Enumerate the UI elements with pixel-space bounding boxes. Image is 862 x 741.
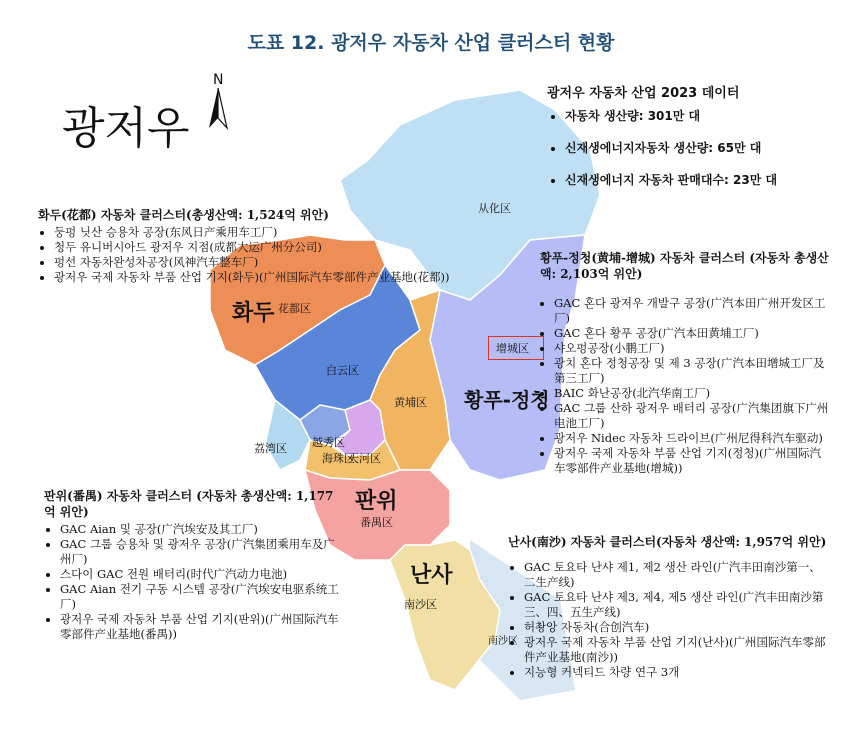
label-huangpu-cn: 黄埔区	[394, 396, 427, 409]
nansha-cluster-list	[508, 560, 830, 680]
list-item: • 샤오펑공장(小鹏工厂)	[554, 341, 832, 356]
list-item: • 펑선 자동차완성차공장(风神汽车整车厂)	[54, 255, 508, 270]
list-item: • 허촹앙 자동차(合创汽车)	[524, 620, 830, 635]
city-label: 광저우	[62, 103, 190, 154]
list-item: • GAC 토요타 난샤 제3, 제4, 제5 생산 라인(广汽丰田南沙第三、四、五生产线)	[524, 590, 830, 620]
list-item: • BAIC 화난공장(北汽华南工厂)	[554, 386, 832, 401]
list-item: • GAC 토요타 난샤 제1, 제2 생산 라인(广汽丰田南沙第一、二生产线)	[524, 560, 830, 590]
north-arrow-icon	[205, 88, 235, 132]
label-huangpu-qing: 황푸-정청	[464, 388, 550, 412]
nansha-cluster-heading: 난사(南沙) 자동차 클러스터(자동차 생산액: 1,957억 위안)	[508, 535, 827, 549]
panyu-cluster-heading: 판위(番禺) 자동차 클러스터 (자동차 총생산액: 1,177억 위안)	[44, 489, 334, 519]
list-item: • GAC 그룹 승용차 및 광저우 공장(广汽集团乘用车及广州厂)	[60, 537, 344, 567]
label-huadu-kr: 화두	[232, 301, 275, 326]
label-zengcheng: 增城区	[496, 342, 529, 355]
north-arrow	[205, 72, 235, 132]
stats-2023-heading: 광저우 자동차 산업 2023 데이터	[547, 86, 740, 101]
list-item: • GAC 혼다 광저우 개발구 공장(广汽本田广州开发区工厂)	[554, 296, 832, 326]
list-item: • 광저우 국제 자동차 부품 산업 기지(난사)(广州国际汽车零部件产业基地(南沙))	[524, 635, 830, 665]
list-item: • GAC 혼다 황푸 공장(广汽本田黄埔工厂)	[554, 326, 832, 341]
huangpu-cluster-heading: 황푸-정청(黄埔-增城) 자동차 클러스터 (자동차 총생산액: 2,103억 위안)	[540, 251, 829, 281]
list-item: • 광저우 국제 자동차 부품 산업 기지(화두)(广州国际汽车零部件产业基地(花都))	[54, 270, 508, 285]
label-huadu-cn: 花都区	[278, 302, 311, 315]
label-yuexiu: 越秀区	[312, 436, 345, 449]
stats-2023-panel	[547, 86, 837, 204]
list-item: • 지능형 커넥티드 차량 연구 3개	[524, 665, 830, 680]
huadu-cluster-heading: 화두(花都) 자동차 클러스터(총생산액: 1,524억 위안)	[38, 208, 329, 222]
huadu-cluster-list	[38, 225, 508, 285]
label-baiyun: 白云区	[326, 364, 359, 377]
page-title: 도표 12. 광저우 자동차 산업 클러스터 현황	[247, 32, 615, 54]
north-label: N	[213, 72, 224, 88]
stats-2023-list	[547, 108, 837, 189]
list-item: • 신재생에너지 자동차 판매대수: 23만 대	[565, 172, 837, 189]
list-item: • GAC Aian 및 공장(广汽埃安及其工厂)	[60, 522, 344, 537]
label-nansha-coast: 南沙区	[488, 636, 518, 647]
huangpu-cluster-panel	[540, 250, 832, 476]
label-panyu-kr: 판위	[355, 489, 398, 514]
list-item: • 광치 혼다 정청공장 및 제 3 공장(广汽本田增城工厂及第三工厂)	[554, 356, 832, 386]
panyu-cluster-list	[44, 522, 344, 642]
list-item: • 둥펑 닛산 승용차 공장(东风日产乘用车工厂)	[54, 225, 508, 240]
panyu-cluster-panel	[44, 488, 344, 642]
label-nansha-cn: 南沙区	[404, 598, 437, 611]
label-panyu-cn: 番禺区	[360, 516, 393, 529]
list-item: • GAC Aian 전기 구동 시스템 공장(广汽埃安电驱系统工厂)	[60, 582, 344, 612]
label-liwan: 荔湾区	[254, 442, 287, 455]
huadu-cluster-panel	[38, 207, 508, 285]
list-item: • 자동차 생산량: 301만 대	[565, 108, 837, 125]
list-item: • GAC 그룹 산하 광저우 배터리 공장(广汽集团旗下广州电池工厂)	[554, 401, 832, 431]
list-item: • 광저우 국제 자동차 부품 산업 기지(판위)(广州国际汽车零部件产业基地(番禺))	[60, 612, 344, 642]
nansha-cluster-panel	[508, 534, 830, 680]
label-tianhe: 天河区	[348, 452, 381, 465]
label-conghua: 从化区	[478, 202, 511, 215]
list-item: • 스다이 GAC 전원 배터리(时代广汽动力电池)	[60, 567, 344, 582]
label-nansha-kr: 난사	[410, 563, 453, 588]
label-haizhu: 海珠区	[322, 452, 355, 465]
list-item: • 광저우 국제 자동차 부품 산업 기지(정청)(广州国际汽车零部件产业基地(增城))	[554, 446, 832, 476]
list-item: • 광저우 Nidec 자동차 드라이브(广州尼得科汽车驱动)	[554, 431, 832, 446]
list-item: • 청두 유니버시아드 광저우 지점(成都大运广州分公司)	[54, 240, 508, 255]
list-item: • 신재생에너지자동차 생산량: 65만 대	[565, 140, 837, 157]
huangpu-cluster-list	[540, 296, 832, 476]
